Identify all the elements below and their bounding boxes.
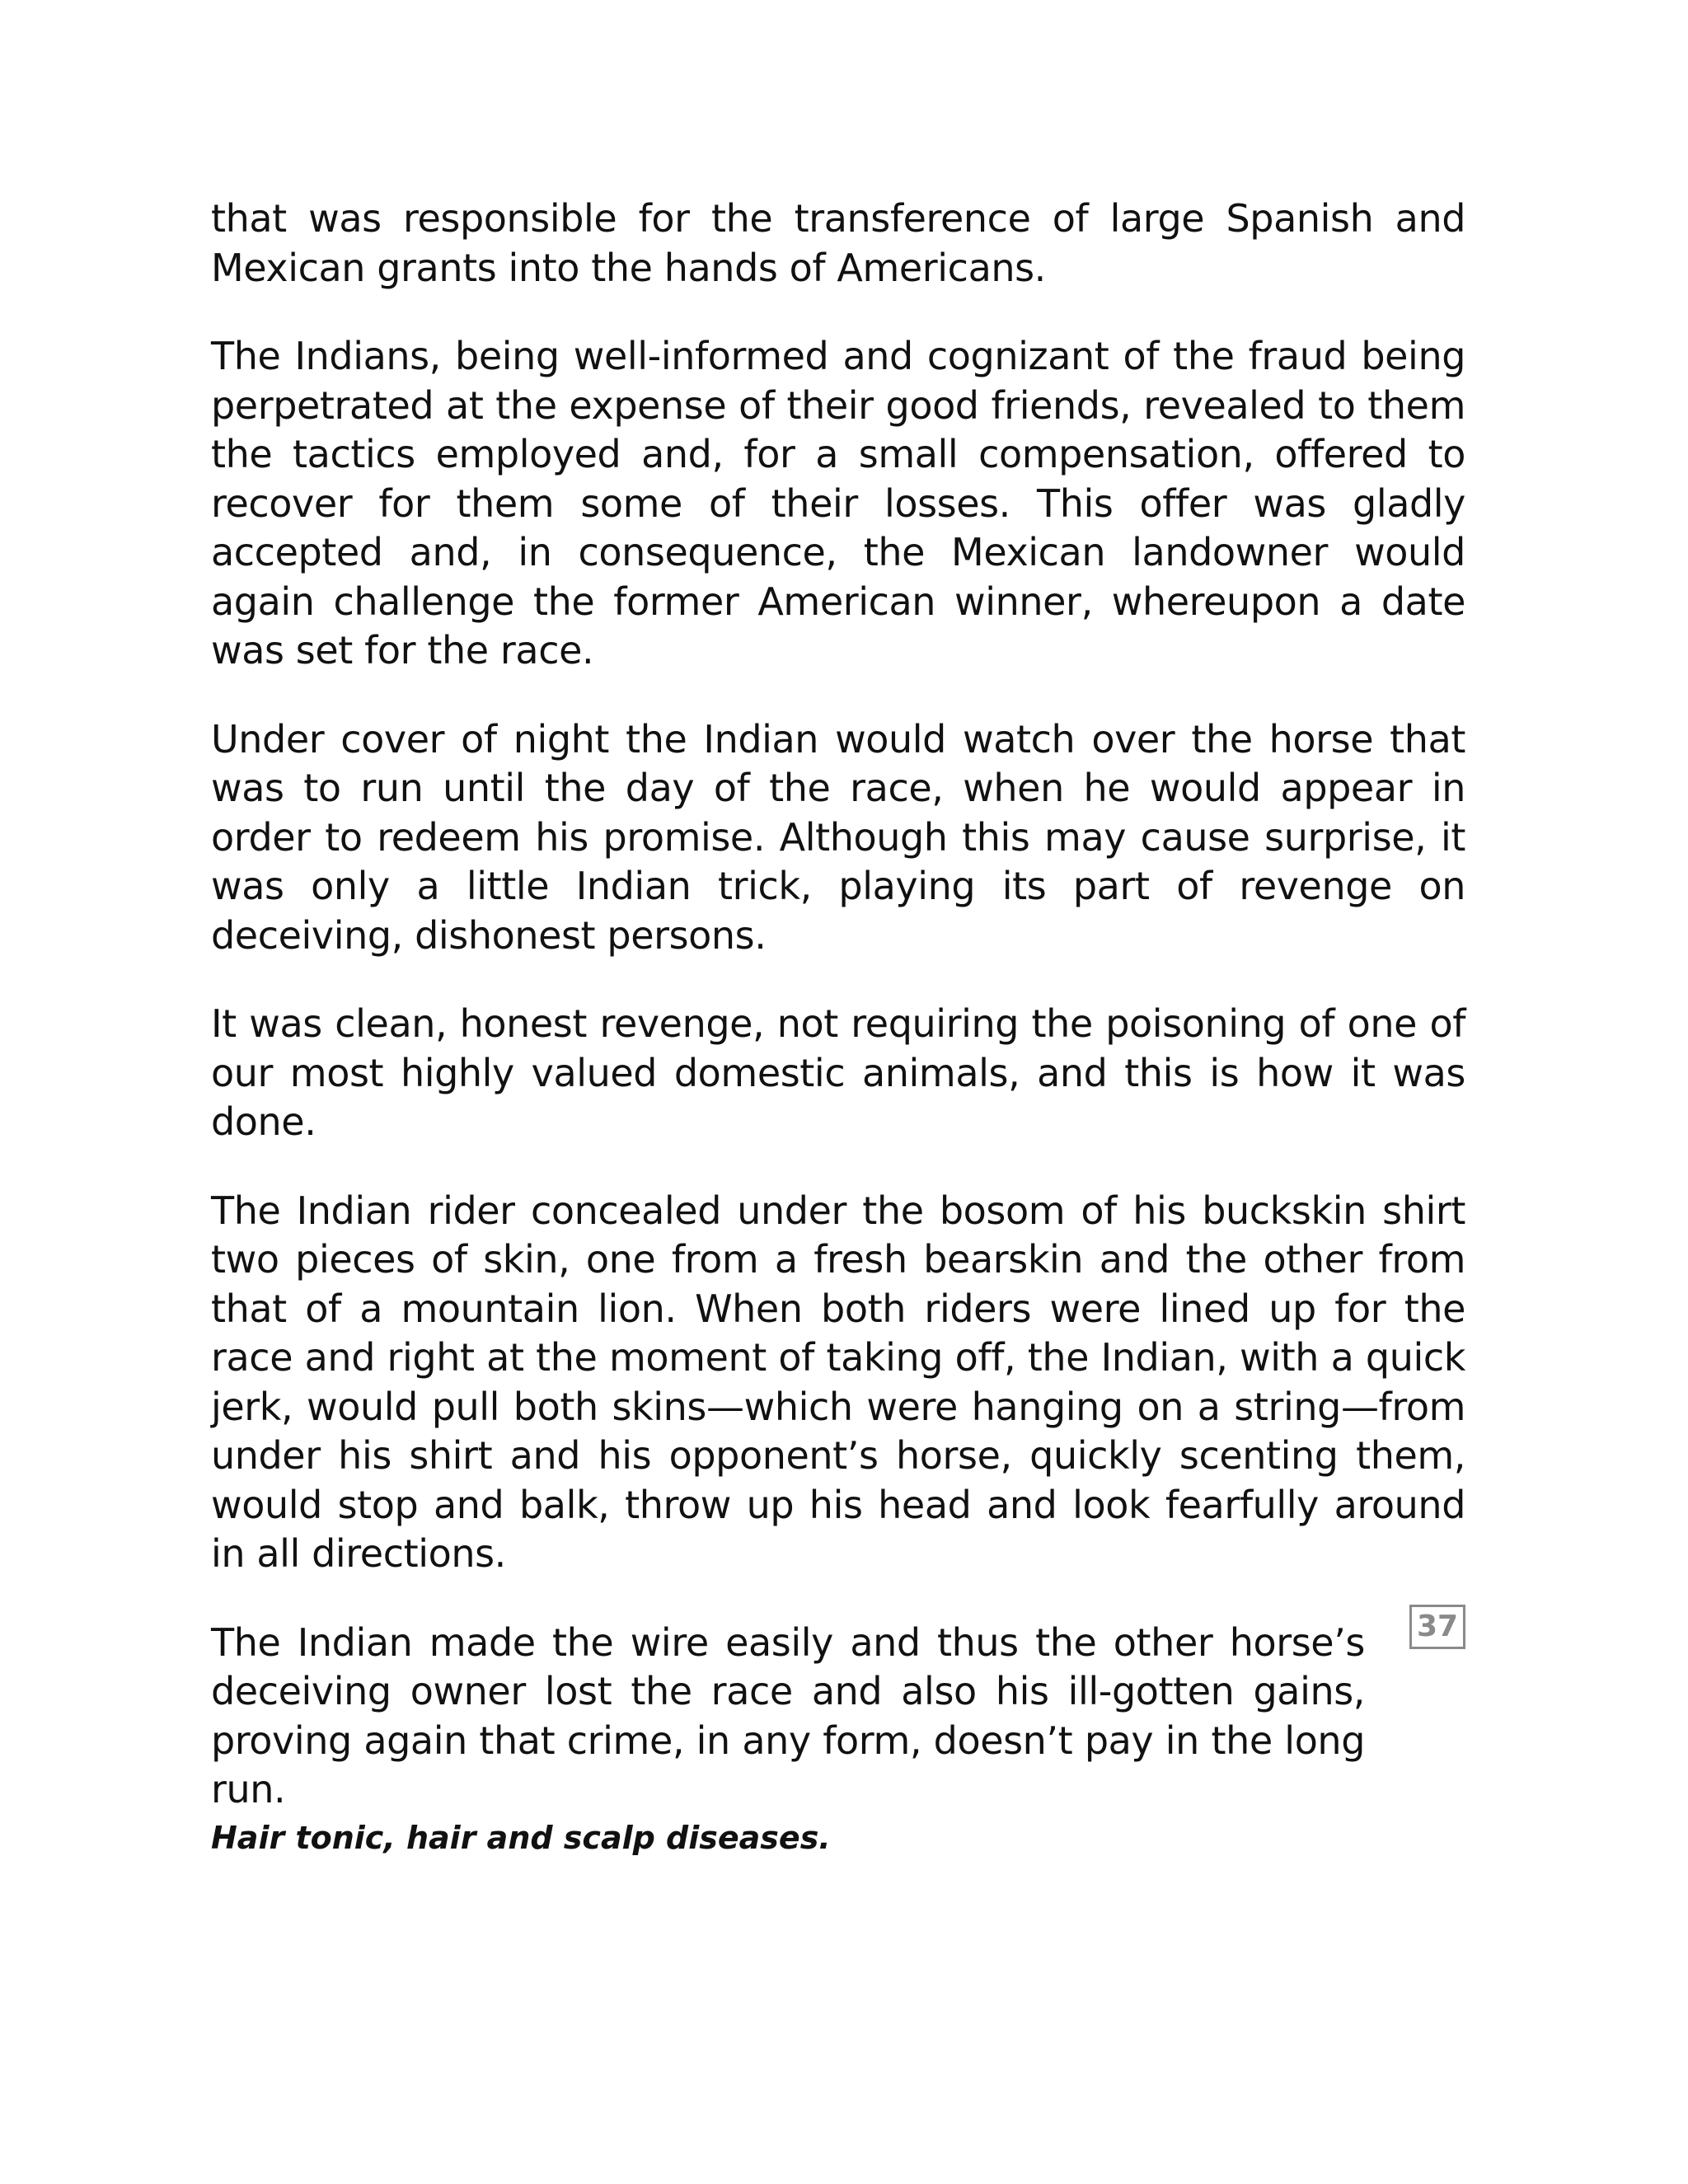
page-number-badge: 37 — [1409, 1605, 1465, 1649]
paragraph-6: The Indian made the wire easily and thus the other horse’s deceiving owner lost the race and also his ill-gotten gains, proving again that crime, in any form, doesn’t pay in the long run. — [211, 1619, 1365, 1811]
paragraph-3: Under cover of night the Indian would watch over the horse that was to run until the day of the race, when he would appear in order to redeem his promise. Although this may cause surprise, it was only a little Indian trick, playing its part of revenge on deceiving, dishonest persons. — [211, 716, 1465, 958]
section-heading: Hair tonic, hair and scalp diseases. — [211, 1820, 831, 1856]
paragraph-5: The Indian rider concealed under the bosom of his buckskin shirt two pieces of skin, one from a fresh bearskin and the other from that of a mountain lion. When both riders were lined up for the race and right at the moment of taking off, the Indian, with a quick jerk, would pull both skins—which were hanging on a string—from under his shirt and his opponent’s horse, quickly scenting them, would stop and balk, throw up his head and look fearfully around in all directions. — [211, 1188, 1465, 1576]
paragraph-1: that was responsible for the transference of large Spanish and Mexican grants into the hands of Americans. — [211, 196, 1465, 290]
paragraph-4: It was clean, honest revenge, not requiring the poisoning of one of our most highly valued domestic animals, and this is how it was done. — [211, 1001, 1465, 1144]
paragraph-2: The Indians, being well-informed and cognizant of the fraud being perpetrated at the expense of their good friends, revealed to them the tactics employed and, for a small compensation, offered to recover for them some of their losses. This offer was gladly accepted and, in consequence, the Mexican landowner would again challenge the former American winner, whereupon a date was set for the race. — [211, 334, 1465, 673]
document-body — [211, 194, 1465, 1854]
